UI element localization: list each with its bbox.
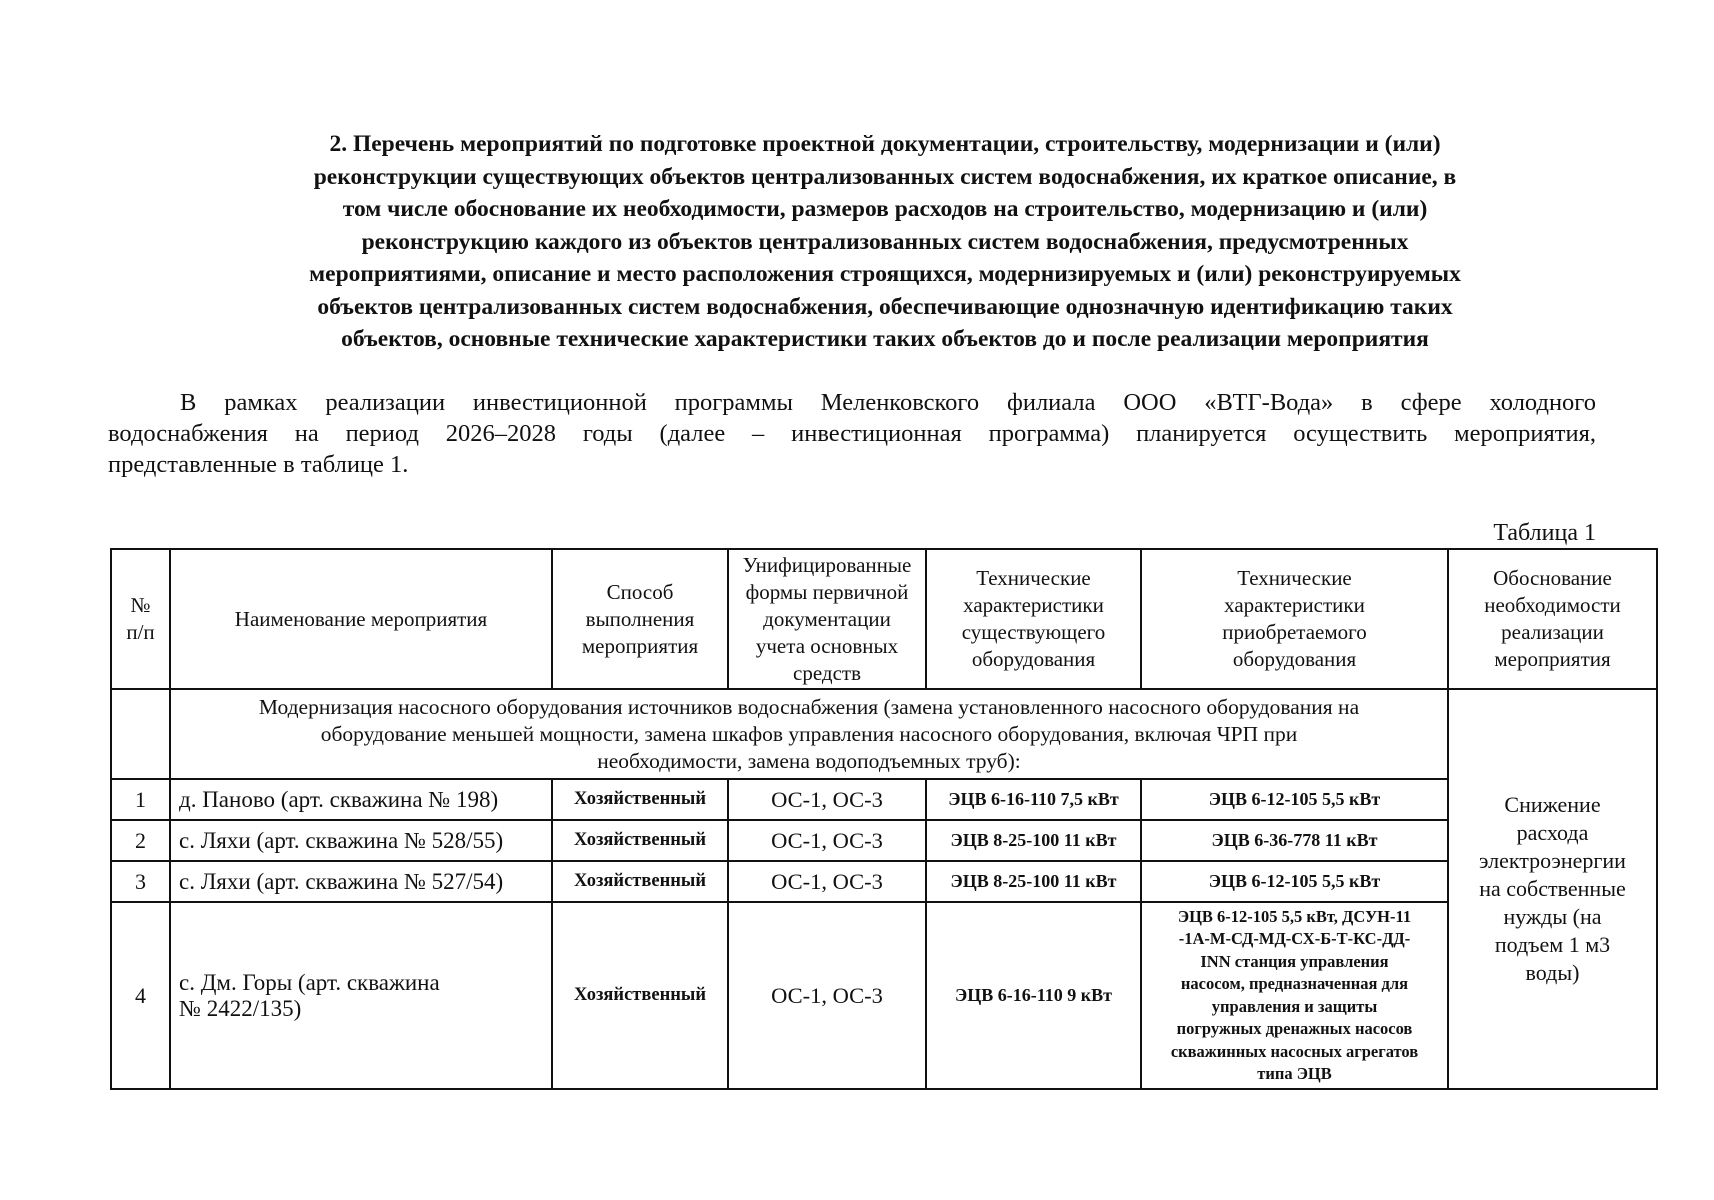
row-method: Хозяйственный <box>552 902 728 1089</box>
table-row <box>111 820 1657 861</box>
intro-line: В рамках реализации инвестиционной программы Меленковского филиала ООО «ВТГ-Вода» в сфере холодного <box>180 389 1596 416</box>
row-number: 1 <box>111 779 170 820</box>
measures-table <box>110 548 1658 1090</box>
row-new-equipment: ЭЦВ 6-12-105 5,5 кВт <box>1141 861 1448 902</box>
row-method: Хозяйственный <box>552 820 728 861</box>
row-name: с. Дм. Горы (арт. скважина № 2422/135) <box>170 902 552 1089</box>
reason-cell: Снижение расхода электроэнергии на собственные нужды (на подъем 1 м3 воды) <box>1448 689 1657 1089</box>
intro-paragraph <box>108 387 1596 480</box>
table-cell <box>111 689 170 779</box>
row-method: Хозяйственный <box>552 861 728 902</box>
header-new-equipment: Технические характеристики приобретаемого оборудования <box>1141 549 1448 689</box>
row-new-equipment: ЭЦВ 6-12-105 5,5 кВт, ДСУН-11 -1А-М-СД-МД-СХ-Б-Т-КС-ДД- INN станция управления насосом, предназначенная для управления и защиты погружных дренажных насосов скважинных насосных агрегатов типа ЭЦВ <box>1141 902 1448 1089</box>
row-forms: ОС-1, ОС-3 <box>728 902 926 1089</box>
heading-line: реконструкции существующих объектов централизованных систем водоснабжения, их краткое описание, в <box>313 163 1457 190</box>
table-row <box>111 861 1657 902</box>
heading-line: объектов централизованных систем водоснабжения, обеспечивающие однозначную идентификацию таких <box>317 293 1453 320</box>
row-name: с. Ляхи (арт. скважина № 527/54) <box>170 861 552 902</box>
header-reason: Обоснование необходимости реализации мероприятия <box>1448 549 1657 689</box>
row-old-equipment: ЭЦВ 6-16-110 9 кВт <box>926 902 1141 1089</box>
group-title: Модернизация насосного оборудования источников водоснабжения (замена установленного насосного оборудования на оборудование меньшей мощности, замена шкафов управления насосного оборудования, включая ЧРП при необходимости, замена водоподъемных труб): <box>170 689 1448 779</box>
heading-line: 2. Перечень мероприятий по подготовке проектной документации, строительству, модернизации и (или) <box>329 131 1441 157</box>
row-forms: ОС-1, ОС-3 <box>728 779 926 820</box>
header-forms: Унифицированные формы первичной документации учета основных средств <box>728 549 926 689</box>
table-row <box>111 902 1657 1089</box>
row-name: д. Паново (арт. скважина № 198) <box>170 779 552 820</box>
intro-line: представленные в таблице 1. <box>108 451 409 478</box>
row-forms: ОС-1, ОС-3 <box>728 861 926 902</box>
heading-line: реконструкцию каждого из объектов централизованных систем водоснабжения, предусмотренных <box>361 228 1409 255</box>
header-method: Способ выполнения мероприятия <box>552 549 728 689</box>
heading-line: объектов, основные технические характеристики таких объектов до и после реализации мероприятия <box>341 326 1429 352</box>
row-new-equipment: ЭЦВ 6-12-105 5,5 кВт <box>1141 779 1448 820</box>
section-heading <box>175 128 1595 356</box>
row-method: Хозяйственный <box>552 779 728 820</box>
row-old-equipment: ЭЦВ 8-25-100 11 кВт <box>926 861 1141 902</box>
heading-line: мероприятиями, описание и место расположения строящихся, модернизируемых и (или) реконструируемых <box>309 261 1461 287</box>
table-header-row <box>111 549 1657 689</box>
table-row <box>111 779 1657 820</box>
intro-line: водоснабжения на период 2026–2028 годы (далее – инвестиционная программа) планируется осуществить мероприятия, <box>108 420 1596 447</box>
table-group-row <box>111 689 1657 779</box>
row-number: 3 <box>111 861 170 902</box>
header-old-equipment: Технические характеристики существующего оборудования <box>926 549 1141 689</box>
header-num: № п/п <box>111 549 170 689</box>
row-number: 2 <box>111 820 170 861</box>
row-number: 4 <box>111 902 170 1089</box>
heading-line: том числе обоснование их необходимости, размеров расходов на строительство, модернизацию и (или) <box>342 196 1428 222</box>
header-name: Наименование мероприятия <box>170 549 552 689</box>
row-old-equipment: ЭЦВ 6-16-110 7,5 кВт <box>926 779 1141 820</box>
table-caption: Таблица 1 <box>1493 520 1596 546</box>
row-old-equipment: ЭЦВ 8-25-100 11 кВт <box>926 820 1141 861</box>
row-new-equipment: ЭЦВ 6-36-778 11 кВт <box>1141 820 1448 861</box>
row-forms: ОС-1, ОС-3 <box>728 820 926 861</box>
row-name: с. Ляхи (арт. скважина № 528/55) <box>170 820 552 861</box>
